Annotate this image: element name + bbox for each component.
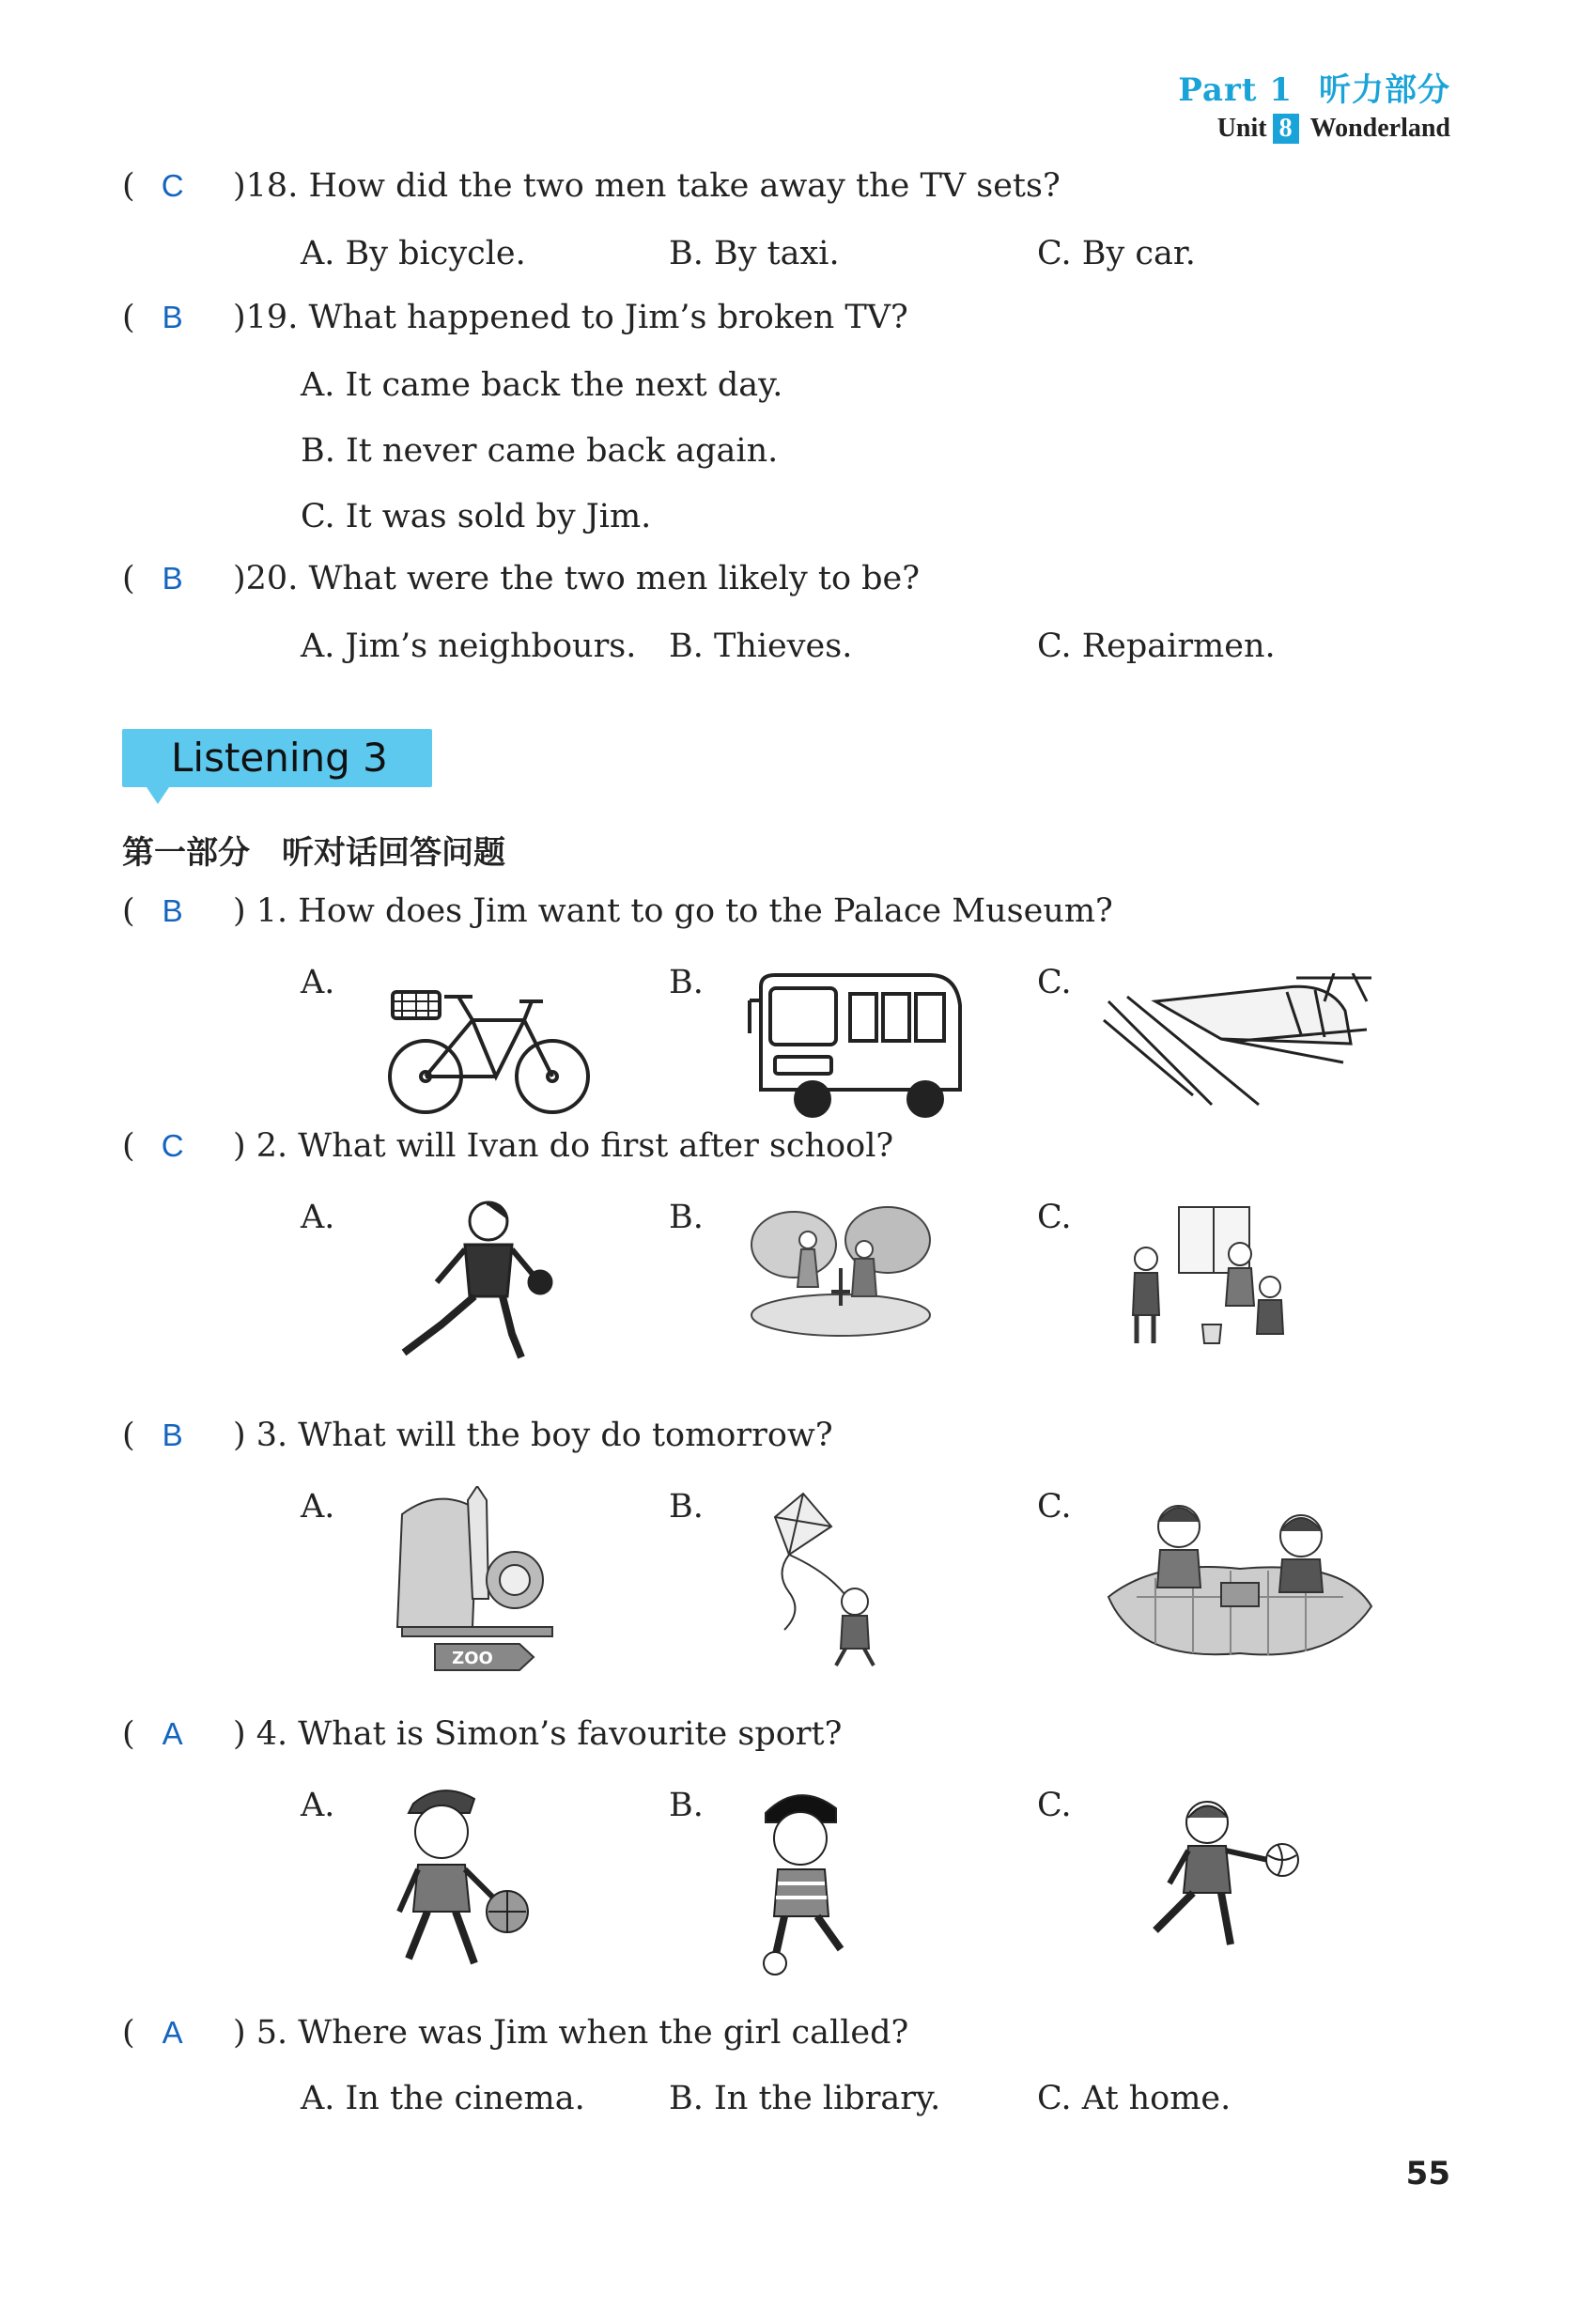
zoo-sign-text: ZOO bbox=[452, 1649, 493, 1668]
question-3: ( B ) 3. What will the boy do tomorrow? bbox=[122, 1417, 833, 1454]
answer-19: B bbox=[162, 300, 183, 334]
answer-2: C bbox=[161, 1128, 184, 1163]
cleaning-windows-icon bbox=[1108, 1202, 1296, 1371]
unit-number-badge: 8 bbox=[1273, 114, 1299, 144]
option-5-a: A. In the cinema. bbox=[301, 2080, 585, 2117]
part-number: Part 1 bbox=[1178, 71, 1293, 109]
unit-word: Unit bbox=[1216, 114, 1267, 143]
question-5: ( A ) 5. Where was Jim when the girl called? bbox=[122, 2014, 909, 2052]
option-5-c: C. At home. bbox=[1037, 2080, 1231, 2117]
option-18-c: C. By car. bbox=[1037, 235, 1196, 272]
option-18-a: A. By bicycle. bbox=[301, 235, 526, 272]
option-18-b: B. By taxi. bbox=[669, 235, 840, 272]
bus-icon bbox=[742, 968, 968, 1127]
planting-trees-icon bbox=[747, 1202, 935, 1343]
answer-5: A bbox=[162, 2015, 183, 2050]
zoo-animals-icon bbox=[383, 1486, 571, 1674]
flying-kite-icon bbox=[737, 1489, 906, 1667]
volleyball-player-icon bbox=[1137, 1789, 1306, 1959]
train-icon bbox=[1099, 973, 1381, 1114]
question-18-text: )18. How did the two men take away the TV sets? bbox=[233, 167, 1061, 205]
answer-3: B bbox=[162, 1418, 183, 1452]
question-2-text: ) 2. What will Ivan do first after school? bbox=[233, 1127, 894, 1165]
answer-1: B bbox=[162, 893, 183, 928]
question-19: ( B )19. What happened to Jim’s broken TV? bbox=[122, 299, 908, 336]
option-19-c: C. It was sold by Jim. bbox=[301, 498, 652, 535]
option-19-a: A. It came back the next day. bbox=[301, 366, 783, 404]
question-4: ( A ) 4. What is Simon’s favourite sport? bbox=[122, 1715, 843, 1753]
question-1-text: ) 1. How does Jim want to go to the Palace Museum? bbox=[233, 892, 1113, 930]
bicycle-icon bbox=[383, 964, 599, 1123]
unit-label bbox=[1178, 114, 1450, 144]
option-4-c: C. bbox=[1037, 1787, 1072, 1824]
question-19-text: )19. What happened to Jim’s broken TV? bbox=[233, 299, 908, 336]
unit-title: Wonderland bbox=[1309, 114, 1450, 143]
football-player-icon bbox=[742, 1780, 883, 1977]
part-title: 听力部分 bbox=[1319, 71, 1450, 109]
option-2-a: A. bbox=[301, 1199, 335, 1236]
question-20-text: )20. What were the two men likely to be? bbox=[233, 560, 921, 597]
section-title: 第一部分 听对话回答问题 bbox=[122, 834, 505, 872]
listening-banner bbox=[122, 729, 432, 787]
option-5-b: B. In the library. bbox=[669, 2080, 941, 2117]
option-4-a: A. bbox=[301, 1787, 335, 1824]
option-3-b: B. bbox=[669, 1488, 704, 1526]
question-5-text: ) 5. Where was Jim when the girl called? bbox=[233, 2014, 909, 2052]
question-3-text: ) 3. What will the boy do tomorrow? bbox=[233, 1417, 833, 1454]
banner-text: Listening 3 bbox=[171, 735, 388, 781]
option-1-b: B. bbox=[669, 964, 704, 1001]
option-2-c: C. bbox=[1037, 1199, 1072, 1236]
question-18: ( C )18. How did the two men take away the TV sets? bbox=[122, 167, 1061, 205]
question-2: ( C ) 2. What will Ivan do first after school? bbox=[122, 1127, 894, 1165]
page-header bbox=[1178, 64, 1450, 144]
question-4-text: ) 4. What is Simon’s favourite sport? bbox=[233, 1715, 843, 1753]
option-4-b: B. bbox=[669, 1787, 704, 1824]
option-1-c: C. bbox=[1037, 964, 1072, 1001]
table-tennis-player-icon bbox=[385, 1193, 554, 1367]
picnic-icon bbox=[1099, 1484, 1381, 1672]
option-2-b: B. bbox=[669, 1199, 704, 1236]
option-20-b: B. Thieves. bbox=[669, 627, 853, 665]
basketball-player-icon bbox=[371, 1780, 540, 1977]
option-1-a: A. bbox=[301, 964, 335, 1001]
answer-4: A bbox=[162, 1716, 183, 1751]
option-3-a: A. bbox=[301, 1488, 335, 1526]
part-label bbox=[1178, 64, 1450, 110]
option-3-c: C. bbox=[1037, 1488, 1072, 1526]
answer-20: B bbox=[162, 561, 183, 596]
answer-18: C bbox=[161, 168, 184, 203]
option-19-b: B. It never came back again. bbox=[301, 432, 779, 470]
question-20: ( B )20. What were the two men likely to be? bbox=[122, 560, 921, 597]
question-1: ( B ) 1. How does Jim want to go to the Palace Museum? bbox=[122, 892, 1113, 930]
option-20-c: C. Repairmen. bbox=[1037, 627, 1276, 665]
page-number: 55 bbox=[1405, 2155, 1450, 2192]
option-20-a: A. Jim’s neighbours. bbox=[301, 627, 637, 665]
